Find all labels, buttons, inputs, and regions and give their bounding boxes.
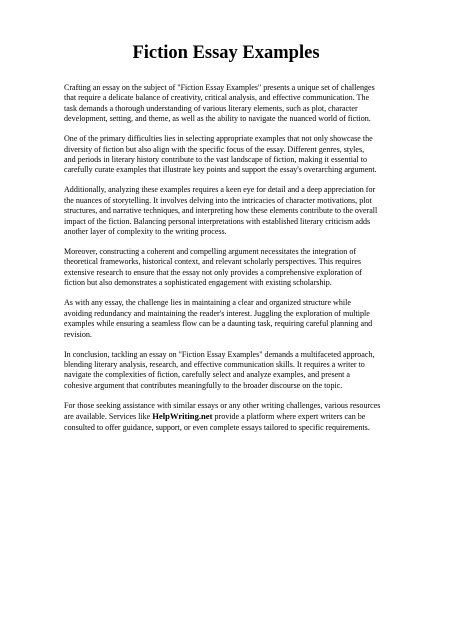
paragraph-intro xyxy=(64,83,420,125)
paragraph-conclusion xyxy=(64,350,420,392)
brand-name: HelpWriting.net xyxy=(152,411,213,422)
text-line: One of the primary difficulties lies in selecting appropriate examples that not only showcase the xyxy=(64,134,373,144)
text-line: revision. xyxy=(64,329,92,339)
text-line: examples while ensuring a seamless flow can be a daunting task, requiring careful planning and xyxy=(64,319,373,329)
text-line: Moreover, constructing a coherent and compelling argument necessitates the integration of xyxy=(64,247,357,257)
text-line: the nuances of storytelling. It involves delving into the intricacies of character motivations, plot xyxy=(64,195,372,205)
text-line: that require a delicate balance of creativity, critical analysis, and effective communication. The xyxy=(64,93,370,103)
document-title: Fiction Essay Examples xyxy=(132,43,320,63)
text-line: carefully curate examples that illustrate key points and support the essay's overarching argument. xyxy=(64,165,377,175)
text-line: navigate the complexities of fiction, carefully select and analyze examples, and present a xyxy=(64,370,350,380)
text-line-with-brand xyxy=(64,411,420,422)
text-line: another layer of complexity to the writing process. xyxy=(64,227,227,237)
text-fragment: provide a platform where expert writers can be xyxy=(212,412,366,422)
text-line: fiction but also demonstrates a sophisticated engagement with existing scholarship. xyxy=(64,278,332,288)
text-line: theoretical frameworks, historical context, and relevant scholarly perspectives. This requires xyxy=(64,257,362,267)
text-line: Crafting an essay on the subject of "Fiction Essay Examples" presents a unique set of challenges xyxy=(64,83,375,92)
text-line: In conclusion, tackling an essay on "Fiction Essay Examples" demands a multifaceted approach, xyxy=(64,349,375,359)
text-line: Additionally, analyzing these examples requires a keen eye for detail and a deep appreciation for xyxy=(64,185,376,195)
paragraph-analysis xyxy=(64,185,420,237)
text-line: structures, and narrative techniques, and interpreting how these elements contribute to the overall xyxy=(64,206,378,216)
text-line: extensive research to ensure that the essay not only provides a comprehensive exploration of xyxy=(64,267,362,277)
text-line: As with any essay, the challenge lies in maintaining a clear and organized structure while xyxy=(64,298,351,308)
text-line: diversity of fiction but also align with the specific focus of the essay. Different genres, styles, xyxy=(64,144,365,154)
paragraph-structure xyxy=(64,298,420,340)
document-body xyxy=(64,83,420,443)
text-line: impact of the fiction. Balancing personal interpretations with established literary criticism adds xyxy=(64,216,371,226)
text-line: avoiding redundancy and maintaining the reader's interest. Juggling the exploration of multiple xyxy=(64,308,370,318)
paragraph-difficulties xyxy=(64,134,420,176)
text-line: consulted to offer guidance, support, or even complete essays tailored to specific requirements. xyxy=(64,422,370,432)
text-line: For those seeking assistance with similar essays or any other writing challenges, various resources xyxy=(64,400,381,410)
paragraph-argument xyxy=(64,247,420,289)
text-line: development, setting, and theme, as well as the ability to navigate the nuanced world of fiction. xyxy=(64,114,371,124)
paragraph-closing xyxy=(64,401,420,433)
text-fragment: are available. Services like xyxy=(64,412,153,422)
text-line: cohesive argument that contributes meaningfully to the broader discourse on the topic. xyxy=(64,380,343,390)
text-line: and periods in literary history contribute to the vast landscape of fiction, making it essential to xyxy=(64,155,368,165)
text-line: task demands a thorough understanding of various literary elements, such as plot, character xyxy=(64,103,358,113)
text-line: blending literary analysis, research, and effective communication skills. It requires a writer to xyxy=(64,359,365,369)
